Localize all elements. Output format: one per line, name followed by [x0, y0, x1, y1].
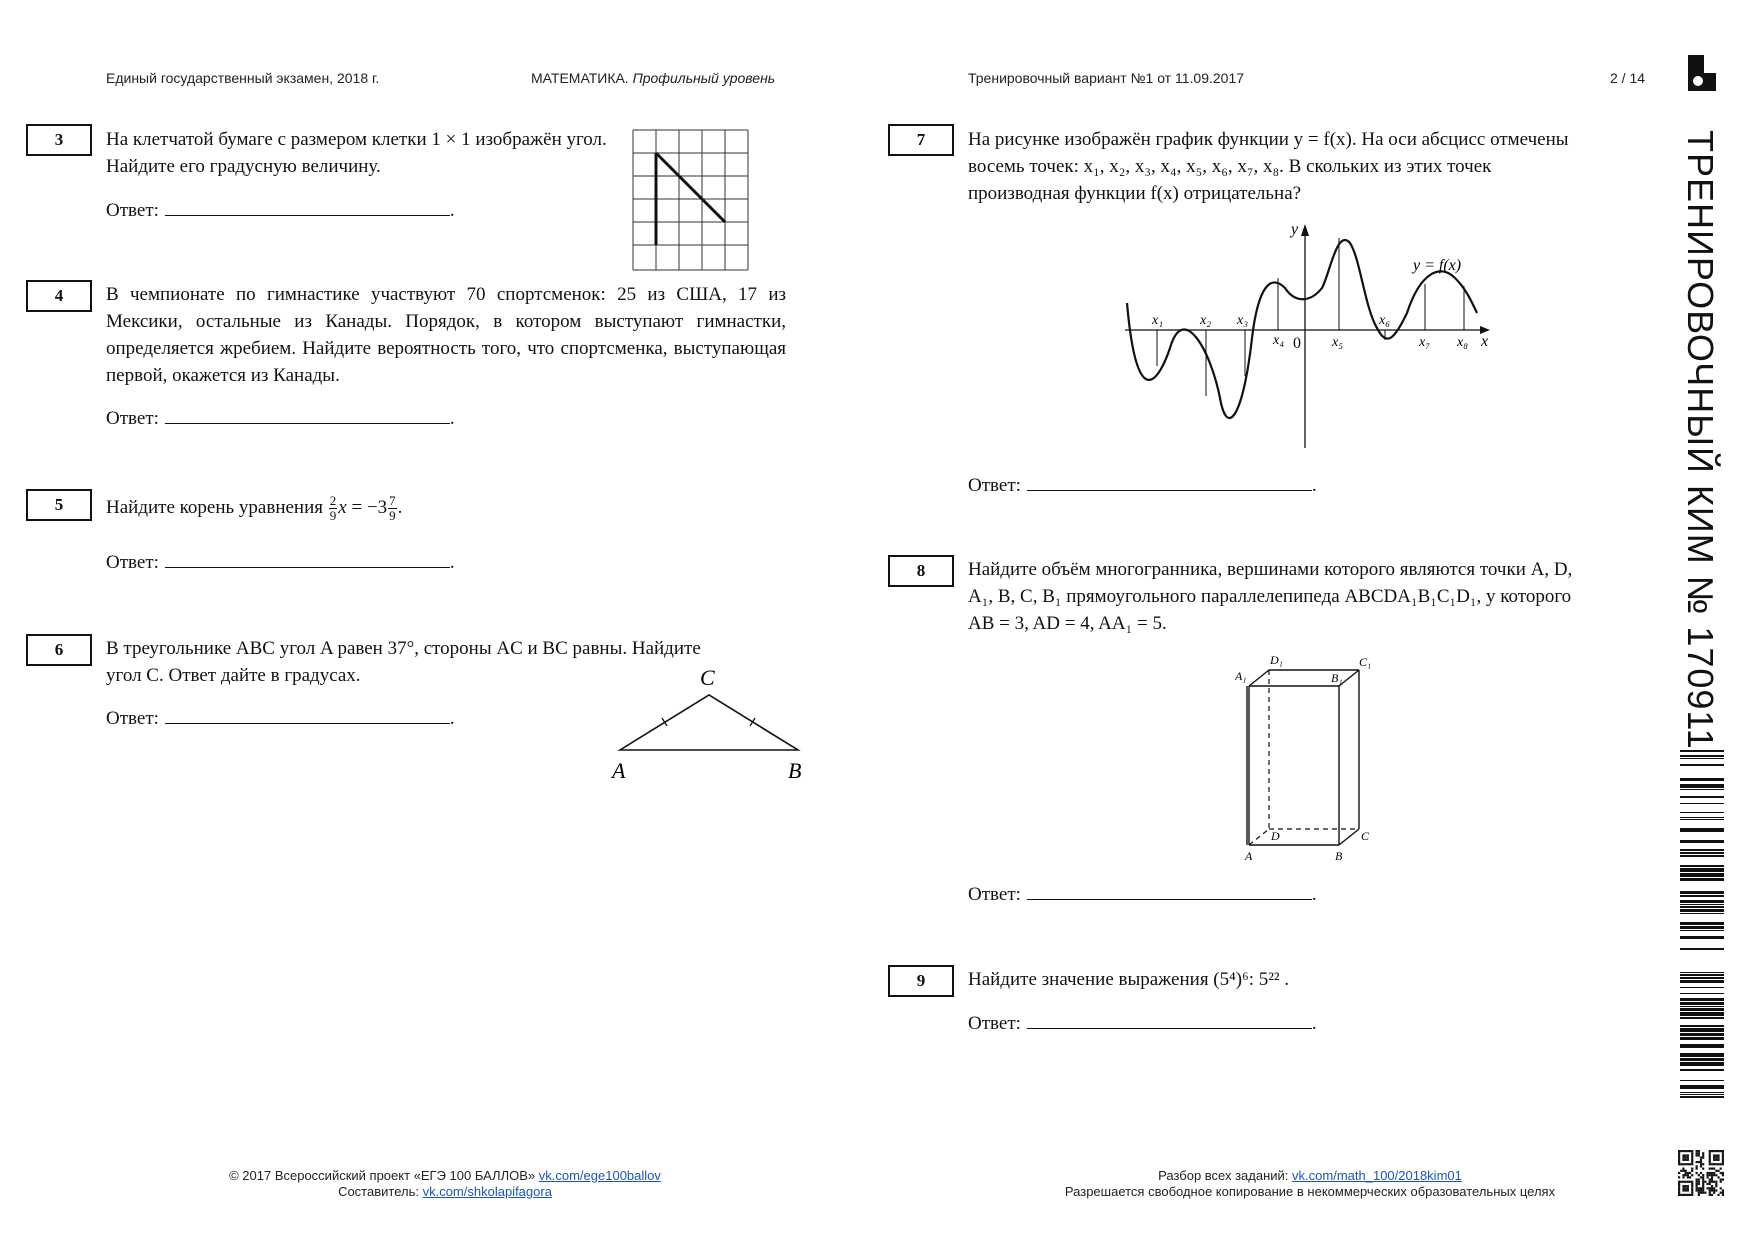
header-variant: Тренировочный вариант №1 от 11.09.2017 [968, 70, 1245, 86]
answer-3: Ответ: . [106, 197, 455, 222]
footer-author-label: Составитель: [338, 1184, 419, 1199]
answer-9: Ответ: . [968, 1010, 1317, 1035]
origin-label: 0 [1293, 335, 1301, 352]
footer-review-label: Разбор всех заданий: [1158, 1168, 1289, 1183]
task-4-text: В чемпионате по гимнастике участвуют 70 спортсменок: 25 из США, 17 из Мексики, остальные из Канады. Порядок, в котором выступают гимнастки, определяется жребием. Найдите вероятность того, что спортсменка, выступающая первой, окажется из Канады. [106, 284, 786, 386]
footer-copyright: © 2017 Всероссийский проект «ЕГЭ 100 БАЛЛОВ» [229, 1168, 536, 1183]
answer-field-5[interactable] [165, 549, 450, 568]
answer-8: Ответ: . [968, 881, 1317, 906]
task-number-5: 5 [26, 489, 92, 521]
task-6-line2: угол C. Ответ дайте в градусах. [106, 665, 361, 686]
footer-license: Разрешается свободное копирование в некоммерческих образовательных целях [1064, 1184, 1556, 1199]
task-8-line2: A₁, B, C, B₁ прямоугольного параллелепипеда ABCDA₁B₁C₁D₁, у которого [968, 586, 1572, 607]
vertex-a: A [1245, 849, 1253, 863]
answer-field-9[interactable] [1027, 1010, 1312, 1029]
point-x1: x₁ [1152, 313, 1164, 328]
fraction-7-9: $\frac{7}{9}$ [389, 493, 396, 524]
task-3-text: На клетчатой бумаге с размером клетки 1 × 1 изображён угол. Найдите его градусную величину. [106, 129, 607, 177]
task-3-grid-figure [632, 129, 750, 271]
header-subject-name: МАТЕМАТИКА. [531, 70, 629, 86]
vertex-b: B [788, 758, 802, 783]
vertex-c: C [1361, 829, 1370, 843]
point-x8: x₈ [1457, 335, 1469, 350]
answer-field-7[interactable] [1027, 472, 1312, 491]
task-8-line1: Найдите объём многогранника, вершинами которого являются точки A, D, [968, 559, 1573, 580]
vertex-c: C [700, 665, 715, 690]
header-page: 2 / 14 [1610, 70, 1646, 86]
task-5-eq: = −3 [346, 497, 388, 518]
answer-label: Ответ: [968, 1013, 1021, 1034]
vertex-b1: B₁ [1331, 671, 1343, 685]
task-6-triangle-figure [600, 660, 820, 785]
point-x7: x₇ [1419, 335, 1431, 350]
answer-5: Ответ: . [106, 549, 455, 574]
task-9-text: Найдите значение выражения (5⁴)⁶: 5²² . [968, 969, 1290, 990]
task-5-intro: Найдите корень уравнения [106, 497, 324, 518]
fraction-2-9: $\frac{2}{9}$ [329, 493, 337, 524]
answer-field-3[interactable] [165, 197, 450, 216]
task-7-line2: восемь точек: x₁, x₂, x₃, x₄, x₅, x₆, x₇, x₈. В скольких из этих точек [968, 156, 1492, 177]
answer-label: Ответ: [106, 552, 159, 573]
answer-7: Ответ: . [968, 472, 1317, 497]
point-x6: x₆ [1379, 313, 1391, 328]
vertex-d: D [1271, 829, 1280, 843]
point-x3: x₃ [1237, 313, 1249, 328]
vertex-b: B [1335, 849, 1343, 863]
answer-label: Ответ: [106, 408, 159, 429]
graph-function-label: y = f(x) [1413, 257, 1462, 274]
answer-4: Ответ: . [106, 405, 455, 430]
qr-code-icon [1678, 1150, 1724, 1196]
header-subject [531, 70, 775, 86]
side-title [1680, 130, 1723, 750]
side-title-text: ТРЕНИРОВОЧНЫЙ КИМ № 170911 [1680, 130, 1721, 750]
answer-field-4[interactable] [165, 405, 450, 424]
task-number-9: 9 [888, 965, 954, 997]
footer-link-author[interactable]: vk.com/shkolapifagora [422, 1184, 552, 1199]
answer-label: Ответ: [968, 884, 1021, 905]
task-7-function-graph [1115, 218, 1495, 458]
answer-field-6[interactable] [165, 705, 450, 724]
corner-marker-icon [1688, 55, 1716, 91]
vertex-a: A [612, 758, 626, 783]
task-number-6: 6 [26, 634, 92, 666]
footer-link-review[interactable]: vk.com/math_100/2018kim01 [1292, 1168, 1462, 1183]
axis-x-label: x [1481, 333, 1489, 350]
task-8-line3: AB = 3, AD = 4, AA₁ = 5. [968, 613, 1167, 634]
barcode-icon [1680, 750, 1725, 1100]
answer-6: Ответ: . [106, 705, 455, 730]
footer-right [1000, 1168, 1620, 1200]
vertex-a1: A₁ [1235, 669, 1247, 683]
task-5-var: x [338, 497, 347, 518]
answer-field-8[interactable] [1027, 881, 1312, 900]
footer-left [160, 1168, 730, 1200]
point-x5: x₅ [1332, 335, 1344, 350]
task-6-line1: В треугольнике ABC угол A равен 37°, стороны AC и BC равны. Найдите [106, 638, 701, 659]
task-7-line1: На рисунке изображён график функции y = f(x). На оси абсцисс отмечены [968, 129, 1569, 150]
task-number-4: 4 [26, 280, 92, 312]
footer-link-ege100[interactable]: vk.com/ege100ballov [538, 1168, 661, 1183]
task-number-3: 3 [26, 124, 92, 156]
axis-y-label: y [1291, 221, 1299, 238]
header-exam: Единый государственный экзамен, 2018 г. [106, 70, 380, 86]
task-number-8: 8 [888, 555, 954, 587]
point-x2: x₂ [1200, 313, 1212, 328]
header-level: Профильный уровень [632, 70, 776, 86]
task-number-7: 7 [888, 124, 954, 156]
task-8-parallelepiped-figure [1235, 650, 1385, 870]
task-7-line3: производная функции f(x) отрицательна? [968, 183, 1302, 204]
answer-label: Ответ: [968, 475, 1021, 496]
answer-label: Ответ: [106, 708, 159, 729]
task-5-text: Найдите корень уравнения $\frac{2}{9}$ x = −3 $\frac{7}{9}$ . [106, 493, 403, 524]
vertex-c1: C₁ [1359, 655, 1372, 669]
vertex-d1: D₁ [1270, 653, 1283, 667]
answer-label: Ответ: [106, 200, 159, 221]
point-x4: x₄ [1273, 333, 1285, 348]
